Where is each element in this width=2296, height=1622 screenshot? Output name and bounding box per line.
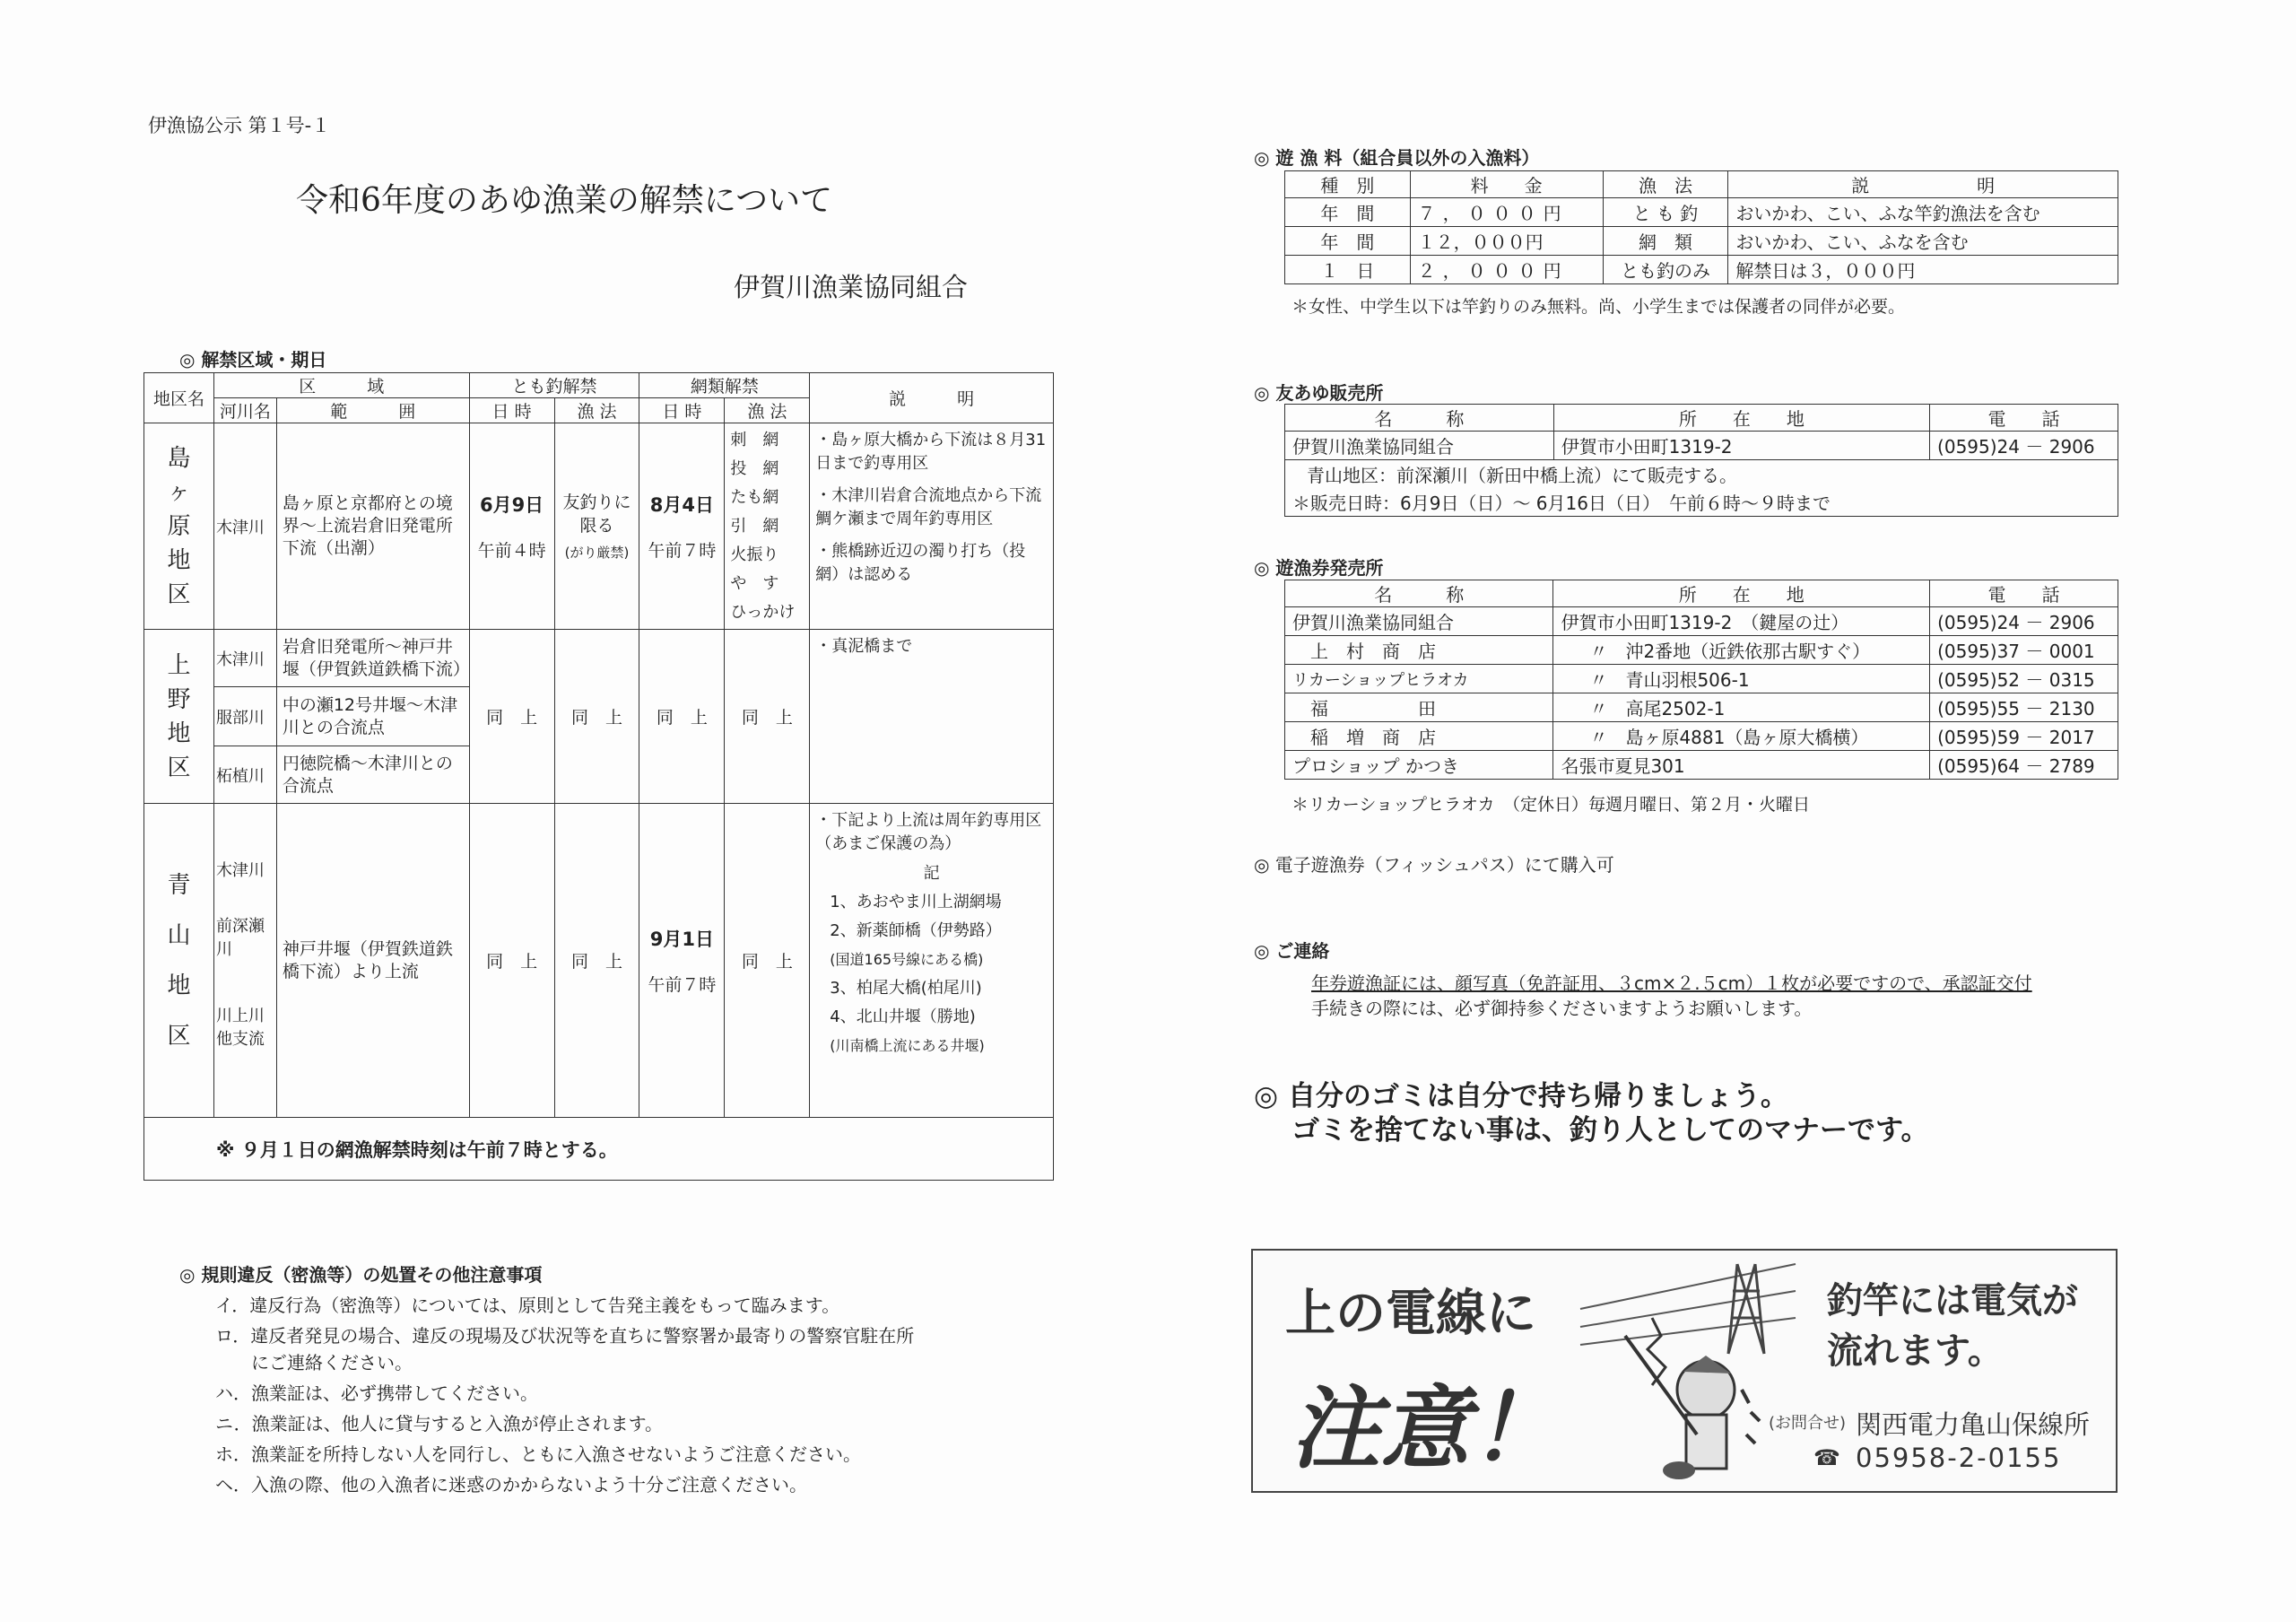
rule-item: ニ．漁業証は、他人に貸与すると入漁が停止されます。 [215, 1413, 663, 1435]
river-name: 木津川 [215, 861, 265, 880]
ticket-cell: 名張市夏見301 [1553, 751, 1930, 780]
fee-header: 種 別 [1285, 171, 1411, 198]
rule-item: ホ．漁業証を所持しない人を同行し、ともに入漁させないようご注意ください。 [215, 1443, 861, 1465]
fee-cell: 年 間 [1285, 198, 1411, 227]
organization: 伊賀川漁業協同組合 [734, 272, 969, 302]
ami-date-cell [639, 804, 725, 1118]
table-footer: ※ ９月１日の網漁解禁時刻は午前７時とする。 [144, 1118, 1054, 1181]
header-ami-date: 日 時 [639, 398, 725, 423]
desc-item: 2、新薬師橋（伊勢路） [830, 921, 1002, 940]
ticket-cell: 〃 沖2番地（近鉄依那古駅すぐ） [1553, 636, 1930, 665]
desc-item: ・熊橋跡近辺の濁り打ち（投網）は認める [815, 542, 1026, 584]
ticket-cell: リカーショップヒラオカ [1285, 665, 1553, 693]
ami-time: 午前７時 [648, 975, 717, 995]
ticket-cell: (0595)55 － 2130 [1930, 693, 2118, 722]
ticket-cell: 上 村 商 店 [1285, 636, 1553, 665]
river-cell: 木津川 [213, 423, 276, 630]
ticket-header: 電 話 [1930, 580, 2118, 607]
fee-cell: ２，０００円 [1410, 256, 1603, 284]
ticket-cell: プロショップ かつき [1285, 751, 1553, 780]
ami-methods-cell [725, 423, 810, 630]
fee-cell: おいかわ、こい、ふなを含む [1728, 227, 2118, 256]
same-cell: 同 上 [554, 804, 639, 1118]
tomo-ayu-header: 名 称 [1285, 405, 1554, 432]
same-cell: 同 上 [469, 630, 554, 804]
header-range: 範 囲 [276, 398, 469, 423]
ticket-cell: 〃 高尾2502-1 [1553, 693, 1930, 722]
river-name: 前深瀬川 [215, 917, 265, 959]
page-title: 令和6年度のあゆ漁業の解禁について [296, 182, 833, 219]
electronic-ticket: ◎ 電子遊漁券（フィッシュパス）にて購入可 [1254, 854, 1614, 876]
ticket-cell: (0595)59 － 2017 [1930, 722, 2118, 751]
ami-method: たも網 [730, 487, 779, 507]
ami-date-cell [639, 423, 725, 630]
section-title-dates: ◎ 解禁区域・期日 [179, 349, 327, 371]
fee-cell: とも釣のみ [1603, 256, 1728, 284]
area-ueno: 上野地区 [144, 630, 214, 804]
ami-date: 9月1日 [649, 929, 715, 950]
fee-header: 説 明 [1728, 171, 2118, 198]
header-river: 河川名 [213, 398, 276, 423]
ami-time: 午前７時 [648, 541, 717, 561]
ticket-table [1284, 580, 2118, 780]
header-ami-method: 漁 法 [725, 398, 810, 423]
ticket-cell: 伊賀川漁業協同組合 [1285, 607, 1553, 636]
ticket-cell: 〃 島ヶ原4881（島ヶ原大橋横） [1553, 722, 1930, 751]
header-tomo: とも釣解禁 [469, 373, 639, 398]
garbage-line: ゴミを捨てない事は、釣り人としてのマナーです。 [1292, 1114, 1929, 1147]
same-cell: 同 上 [469, 804, 554, 1118]
tomo-ayu-cell: 伊賀市小田町1319-2 [1553, 432, 1929, 460]
contact-line: 手続きの際には、必ず御持参くださいますようお願いします。 [1311, 998, 1813, 1019]
tomo-time: 午前４時 [477, 541, 546, 561]
tomo-date: 6月9日 [479, 494, 544, 516]
header-tomo-method: 漁 法 [554, 398, 639, 423]
desc-item: 1、あおやま川上湖網場 [830, 893, 1002, 911]
rule-item: ヘ．入漁の際、他の入漁者に迷惑のかからないよう十分ご注意ください。 [215, 1474, 807, 1496]
ami-method: 投 網 [730, 458, 779, 478]
fee-table [1284, 170, 2118, 284]
same-cell: 同 上 [725, 630, 810, 804]
river-name: 川上川他支流 [215, 1007, 265, 1049]
tomo-date-cell [469, 423, 554, 630]
banner-inquiry: (お問合せ) [1769, 1414, 1847, 1433]
same-cell: 同 上 [725, 804, 810, 1118]
tomo-ayu-header: 電 話 [1930, 405, 2118, 432]
fee-header: 漁 法 [1603, 171, 1728, 198]
header-ami: 網類解禁 [639, 373, 810, 398]
tomo-ayu-title: ◎ 友あゆ販売所 [1254, 382, 1384, 404]
tomo-ayu-table [1284, 404, 2118, 517]
tomo-ayu-header: 所 在 地 [1553, 405, 1929, 432]
ticket-cell: (0595)37 － 0001 [1930, 636, 2118, 665]
tomo-ayu-note: 青山地区：前深瀬川（新田中橋上流）にて販売する。 [1285, 460, 2118, 489]
banner-phone: 05958-2-0155 [1856, 1443, 2062, 1473]
banner-right-line: 釣竿には電気が [1827, 1280, 2078, 1321]
doc-number: 伊漁協公示 第１号-１ [148, 115, 331, 136]
ami-method: 刺 網 [730, 430, 779, 449]
ami-method: 引 網 [730, 516, 779, 536]
banner-left-top: 上の電線に [1285, 1285, 1536, 1343]
desc-cell [810, 804, 1054, 1118]
range-cell: 島ヶ原と京都府との境界～上流岩倉旧発電所下流（出潮） [276, 423, 469, 630]
angler-illustration-icon [1571, 1255, 1800, 1487]
ticket-cell: (0595)52 － 0315 [1930, 665, 2118, 693]
ami-date: 8月4日 [649, 494, 715, 516]
ticket-title: ◎ 遊漁券発売所 [1254, 557, 1384, 579]
rule-item: イ．違反行為（密漁等）については、原則として告発主義をもって臨みます。 [215, 1295, 840, 1316]
range-cell: 円徳院橋～木津川との合流点 [276, 746, 469, 804]
fee-cell: １２，０００円 [1410, 227, 1603, 256]
desc-item: (川南橋上流にある井堰) [830, 1037, 985, 1054]
tomo-method: 友釣りに限る [562, 493, 631, 536]
ami-method: ひっかけ [730, 602, 796, 622]
fee-cell: 解禁日は３，０００円 [1728, 256, 2118, 284]
ticket-cell: 稲 増 商 店 [1285, 722, 1553, 751]
desc-cell [810, 423, 1054, 630]
fee-cell: ７，０００円 [1410, 198, 1603, 227]
main-table [144, 372, 1054, 1181]
fee-cell: と も 釣 [1603, 198, 1728, 227]
desc-item: 3、柏尾大橋(柏尾川) [830, 979, 982, 998]
desc-intro: ・下記より上流は周年釣専用区（あまご保護の為） [815, 811, 1042, 853]
area-aoyama: 青山地区 [144, 804, 214, 1118]
river-cell [213, 804, 276, 1118]
tomo-ayu-cell: 伊賀川漁業協同組合 [1285, 432, 1554, 460]
contact-body [1311, 971, 2032, 1021]
rule-item: にご連絡ください。 [215, 1352, 413, 1373]
fee-cell: おいかわ、こい、ふな竿釣漁法を含む [1728, 198, 2118, 227]
ticket-cell: (0595)64 － 2789 [1930, 751, 2118, 780]
same-cell: 同 上 [554, 630, 639, 804]
header-desc: 説 明 [810, 373, 1054, 423]
fee-cell: 年 間 [1285, 227, 1411, 256]
range-cell: 中の瀬12号井堰～木津川との合流点 [276, 687, 469, 746]
fee-note: ＊女性、中学生以下は竿釣りのみ無料。尚、小学生までは保護者の同伴が必要。 [1292, 297, 1906, 317]
range-cell: 神戸井堰（伊賀鉄道鉄橋下流）より上流 [276, 804, 469, 1118]
power-line-warning-banner [1251, 1249, 2118, 1493]
fee-title: ◎ 遊 漁 料（組合員以外の入漁料） [1254, 147, 1540, 169]
rules-list [215, 1292, 914, 1498]
garbage-message [1254, 1079, 1929, 1147]
ticket-header: 名 称 [1285, 580, 1553, 607]
river-cell: 服部川 [213, 687, 276, 746]
contact-line: 年券遊漁証には、顔写真（免許証用、３cm×２.５cm）１枚が必要ですので、承認証交付 [1311, 972, 2032, 994]
desc-item: ・木津川岩倉合流地点から下流鯛ケ瀬まで周年釣専用区 [815, 486, 1042, 528]
tomo-ayu-cell: (0595)24 － 2906 [1930, 432, 2118, 460]
river-cell: 木津川 [213, 630, 276, 687]
tomo-ayu-note: ＊販売日時：6月9日（日）～ 6月16日（日） 午前６時～９時まで [1285, 488, 2118, 517]
ticket-header: 所 在 地 [1553, 580, 1930, 607]
phone-icon: ☎ [1813, 1445, 1840, 1470]
ticket-cell: 福 田 [1285, 693, 1553, 722]
ticket-cell: 伊賀市小田町1319-2 （鍵屋の辻） [1553, 607, 1930, 636]
header-zone: 区 域 [213, 373, 469, 398]
contact-title: ◎ ご連絡 [1254, 940, 1330, 962]
desc-item: ・島ヶ原大橋から下流は８月31日まで釣専用区 [815, 431, 1047, 473]
ticket-note: ＊リカーショップヒラオカ （定休日）毎週月曜日、第２月・火曜日 [1292, 795, 1810, 815]
ticket-cell: 〃 青山羽根506-1 [1553, 665, 1930, 693]
banner-company: 関西電力亀山保線所 [1856, 1409, 2091, 1440]
range-cell: 岩倉旧発電所～神戸井堰（伊賀鉄道鉄橋下流） [276, 630, 469, 687]
fee-cell: １ 日 [1285, 256, 1411, 284]
fee-cell: 網 類 [1603, 227, 1728, 256]
banner-left-big: 注意！ [1291, 1376, 1560, 1481]
desc-item: (国道165号線にある橋) [830, 951, 984, 968]
ticket-cell: (0595)24 － 2906 [1930, 607, 2118, 636]
same-cell: 同 上 [639, 630, 725, 804]
banner-right-text [1827, 1276, 2078, 1376]
ami-method: や す [730, 573, 779, 593]
header-area: 地区名 [144, 373, 214, 423]
river-cell: 柘植川 [213, 746, 276, 804]
tomo-method-cell [554, 423, 639, 630]
fee-header: 料 金 [1410, 171, 1603, 198]
rule-item: ロ．違反者発見の場合、違反の現場及び状況等を直ちに警察署か最寄りの警察官駐在所 [215, 1325, 915, 1347]
garbage-line: ◎ 自分のゴミは自分で持ち帰りましょう。 [1254, 1080, 1788, 1112]
desc-cell: ・真泥橋まで [810, 630, 1054, 804]
banner-right-line: 流れます。 [1827, 1330, 2004, 1372]
desc-item: 4、北山井堰（勝地) [830, 1007, 976, 1026]
tomo-method-note: (がり厳禁) [564, 545, 630, 561]
ami-method: 火振り [730, 545, 779, 564]
rule-item: ハ．漁業証は、必ず携帯してください。 [215, 1382, 538, 1404]
header-tomo-date: 日 時 [469, 398, 554, 423]
desc-ki: 記 [923, 864, 940, 883]
area-shimagahara: 島ヶ原地区 [144, 423, 214, 630]
rules-title: ◎ 規則違反（密漁等）の処置その他注意事項 [179, 1264, 543, 1286]
